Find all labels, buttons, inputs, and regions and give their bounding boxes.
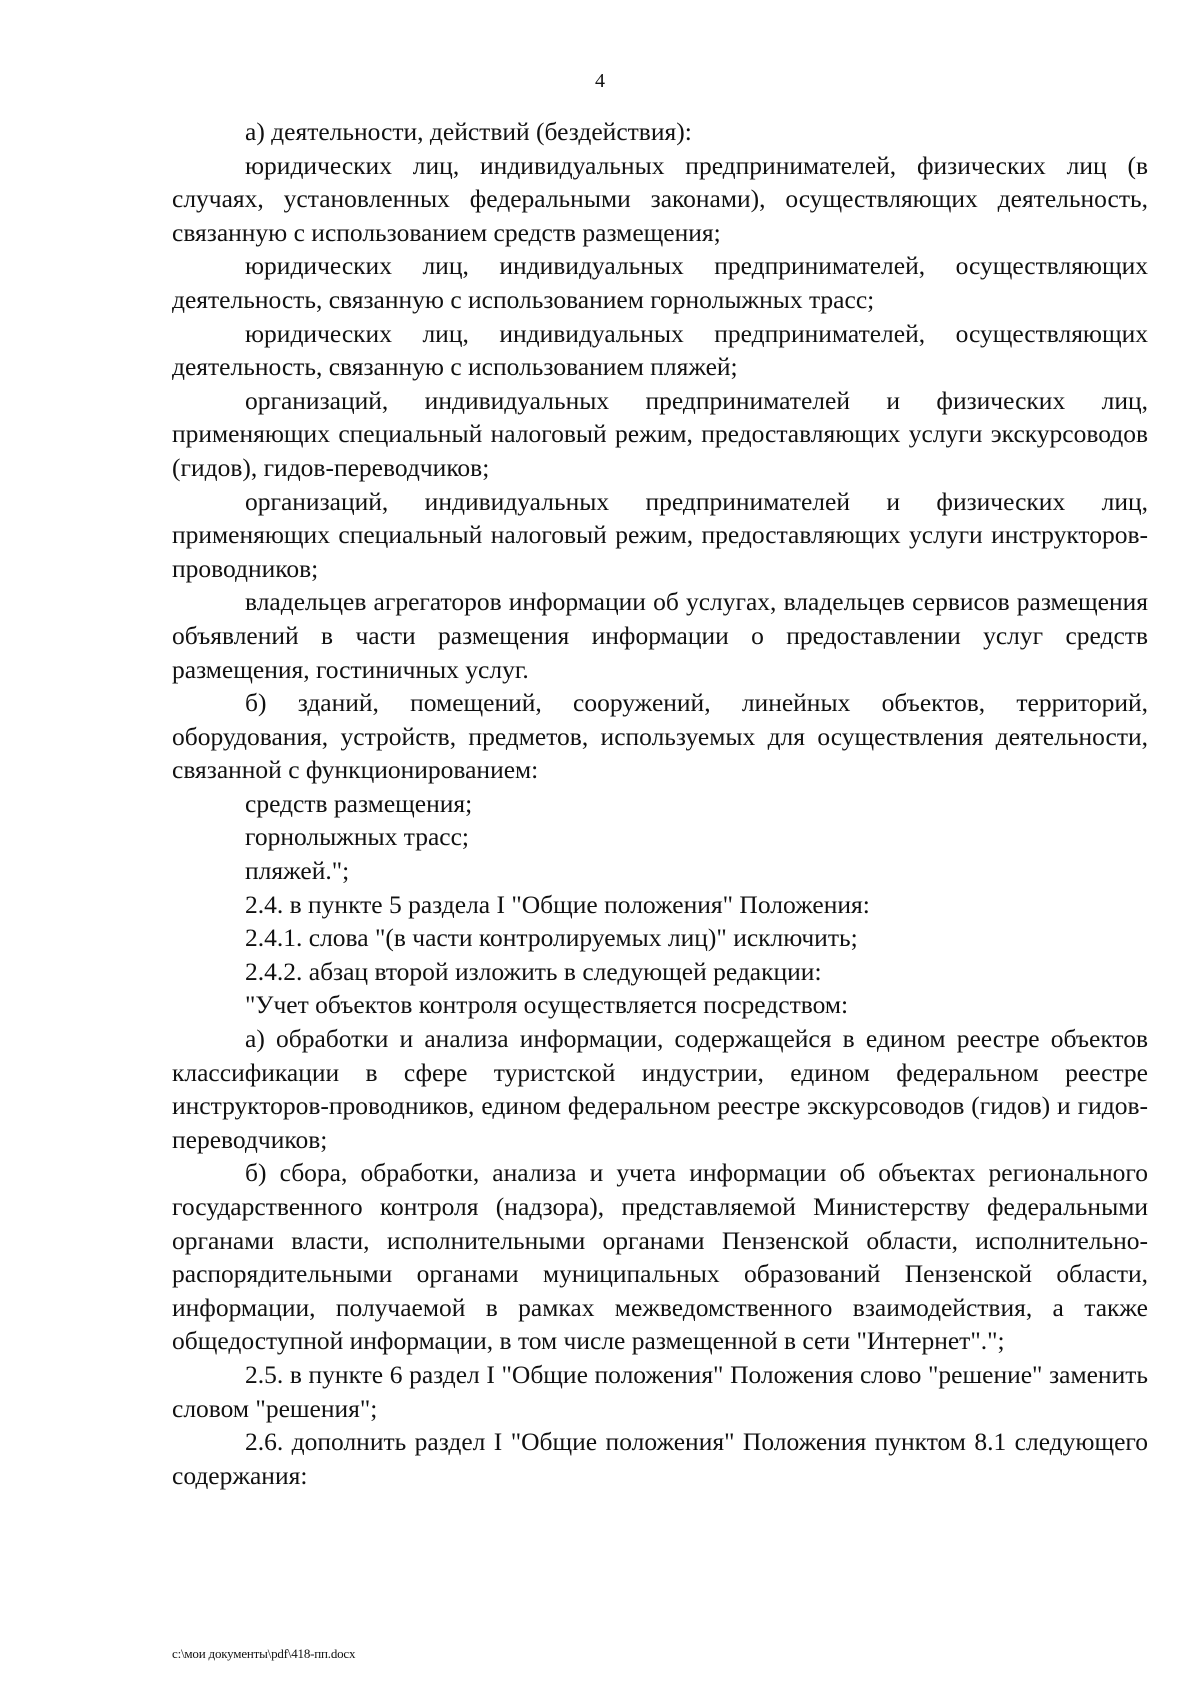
- paragraph: горнолыжных трасс;: [245, 822, 470, 852]
- paragraph: 2.4. в пункте 5 раздела I "Общие положения" Положения:: [245, 889, 870, 919]
- paragraph: а) деятельности, действий (бездействия):: [245, 117, 692, 146]
- paragraph: б) сбора, обработки, анализа и учета информации об объектах регионального государственного контроля (надзора), представляемой Министерству федеральными органами власти, исполнительными органами Пензенской области, исполнительно-распорядительными органами муниципальных образований Пензенской области, информации, получаемой в рамках межведомственного взаимодействия, а также общедоступной информации, в том числе размещенной в сети "Интернет".";: [172, 1158, 1148, 1356]
- paragraph: средств размещения;: [245, 788, 473, 818]
- paragraph: организаций, индивидуальных предпринимателей и физических лиц, применяющих специальный налоговый режим, предоставляющих услуги экскурсоводов (гидов), гидов-переводчиков;: [172, 385, 1148, 482]
- paragraph: б) зданий, помещений, сооружений, линейных объектов, территорий, оборудования, устройств, предметов, используемых для осуществления деятельности, связанной с функционированием:: [172, 688, 1148, 785]
- paragraph: а) обработки и анализа информации, содержащейся в едином реестре объектов классификации в сфере туристской индустрии, едином федеральном реестре инструкторов-проводников, едином федеральном реестре экскурсоводов (гидов) и гидов-переводчиков;: [172, 1024, 1148, 1154]
- paragraph: организаций, индивидуальных предпринимателей и физических лиц, применяющих специальный налоговый режим, предоставляющих услуги инструкторов-проводников;: [172, 486, 1148, 583]
- paragraph: 2.4.1. слова "(в части контролируемых лиц)" исключить;: [245, 923, 858, 953]
- paragraph: юридических лиц, индивидуальных предпринимателей, осуществляющих деятельность, связанную с использованием горнолыжных трасс;: [172, 251, 1148, 314]
- document-body: [172, 115, 1148, 1492]
- page-number: 4: [595, 70, 605, 92]
- paragraph: пляжей.";: [245, 856, 350, 886]
- paragraph: "Учет объектов контроля осуществляется посредством:: [245, 990, 849, 1020]
- paragraph: 2.5. в пункте 6 раздел I "Общие положения" Положения слово "решение" заменить словом "решения";: [172, 1359, 1148, 1423]
- paragraph: владельцев агрегаторов информации об услугах, владельцев сервисов размещения объявлений в части размещения информации о предоставлении услуг средств размещения, гостиничных услуг.: [172, 587, 1148, 684]
- paragraph: юридических лиц, индивидуальных предпринимателей, физических лиц (в случаях, установленных федеральными законами), осуществляющих деятельность, связанную с использованием средств размещения;: [172, 150, 1148, 247]
- paragraph: 2.4.2. абзац второй изложить в следующей редакции:: [245, 956, 822, 986]
- paragraph: юридических лиц, индивидуальных предпринимателей, осуществляющих деятельность, связанную с использованием пляжей;: [172, 318, 1148, 382]
- file-path-footer: c:\мои документы\pdf\418-пп.docx: [172, 1646, 356, 1661]
- paragraph: 2.6. дополнить раздел I "Общие положения" Положения пунктом 8.1 следующего содержания:: [172, 1427, 1148, 1490]
